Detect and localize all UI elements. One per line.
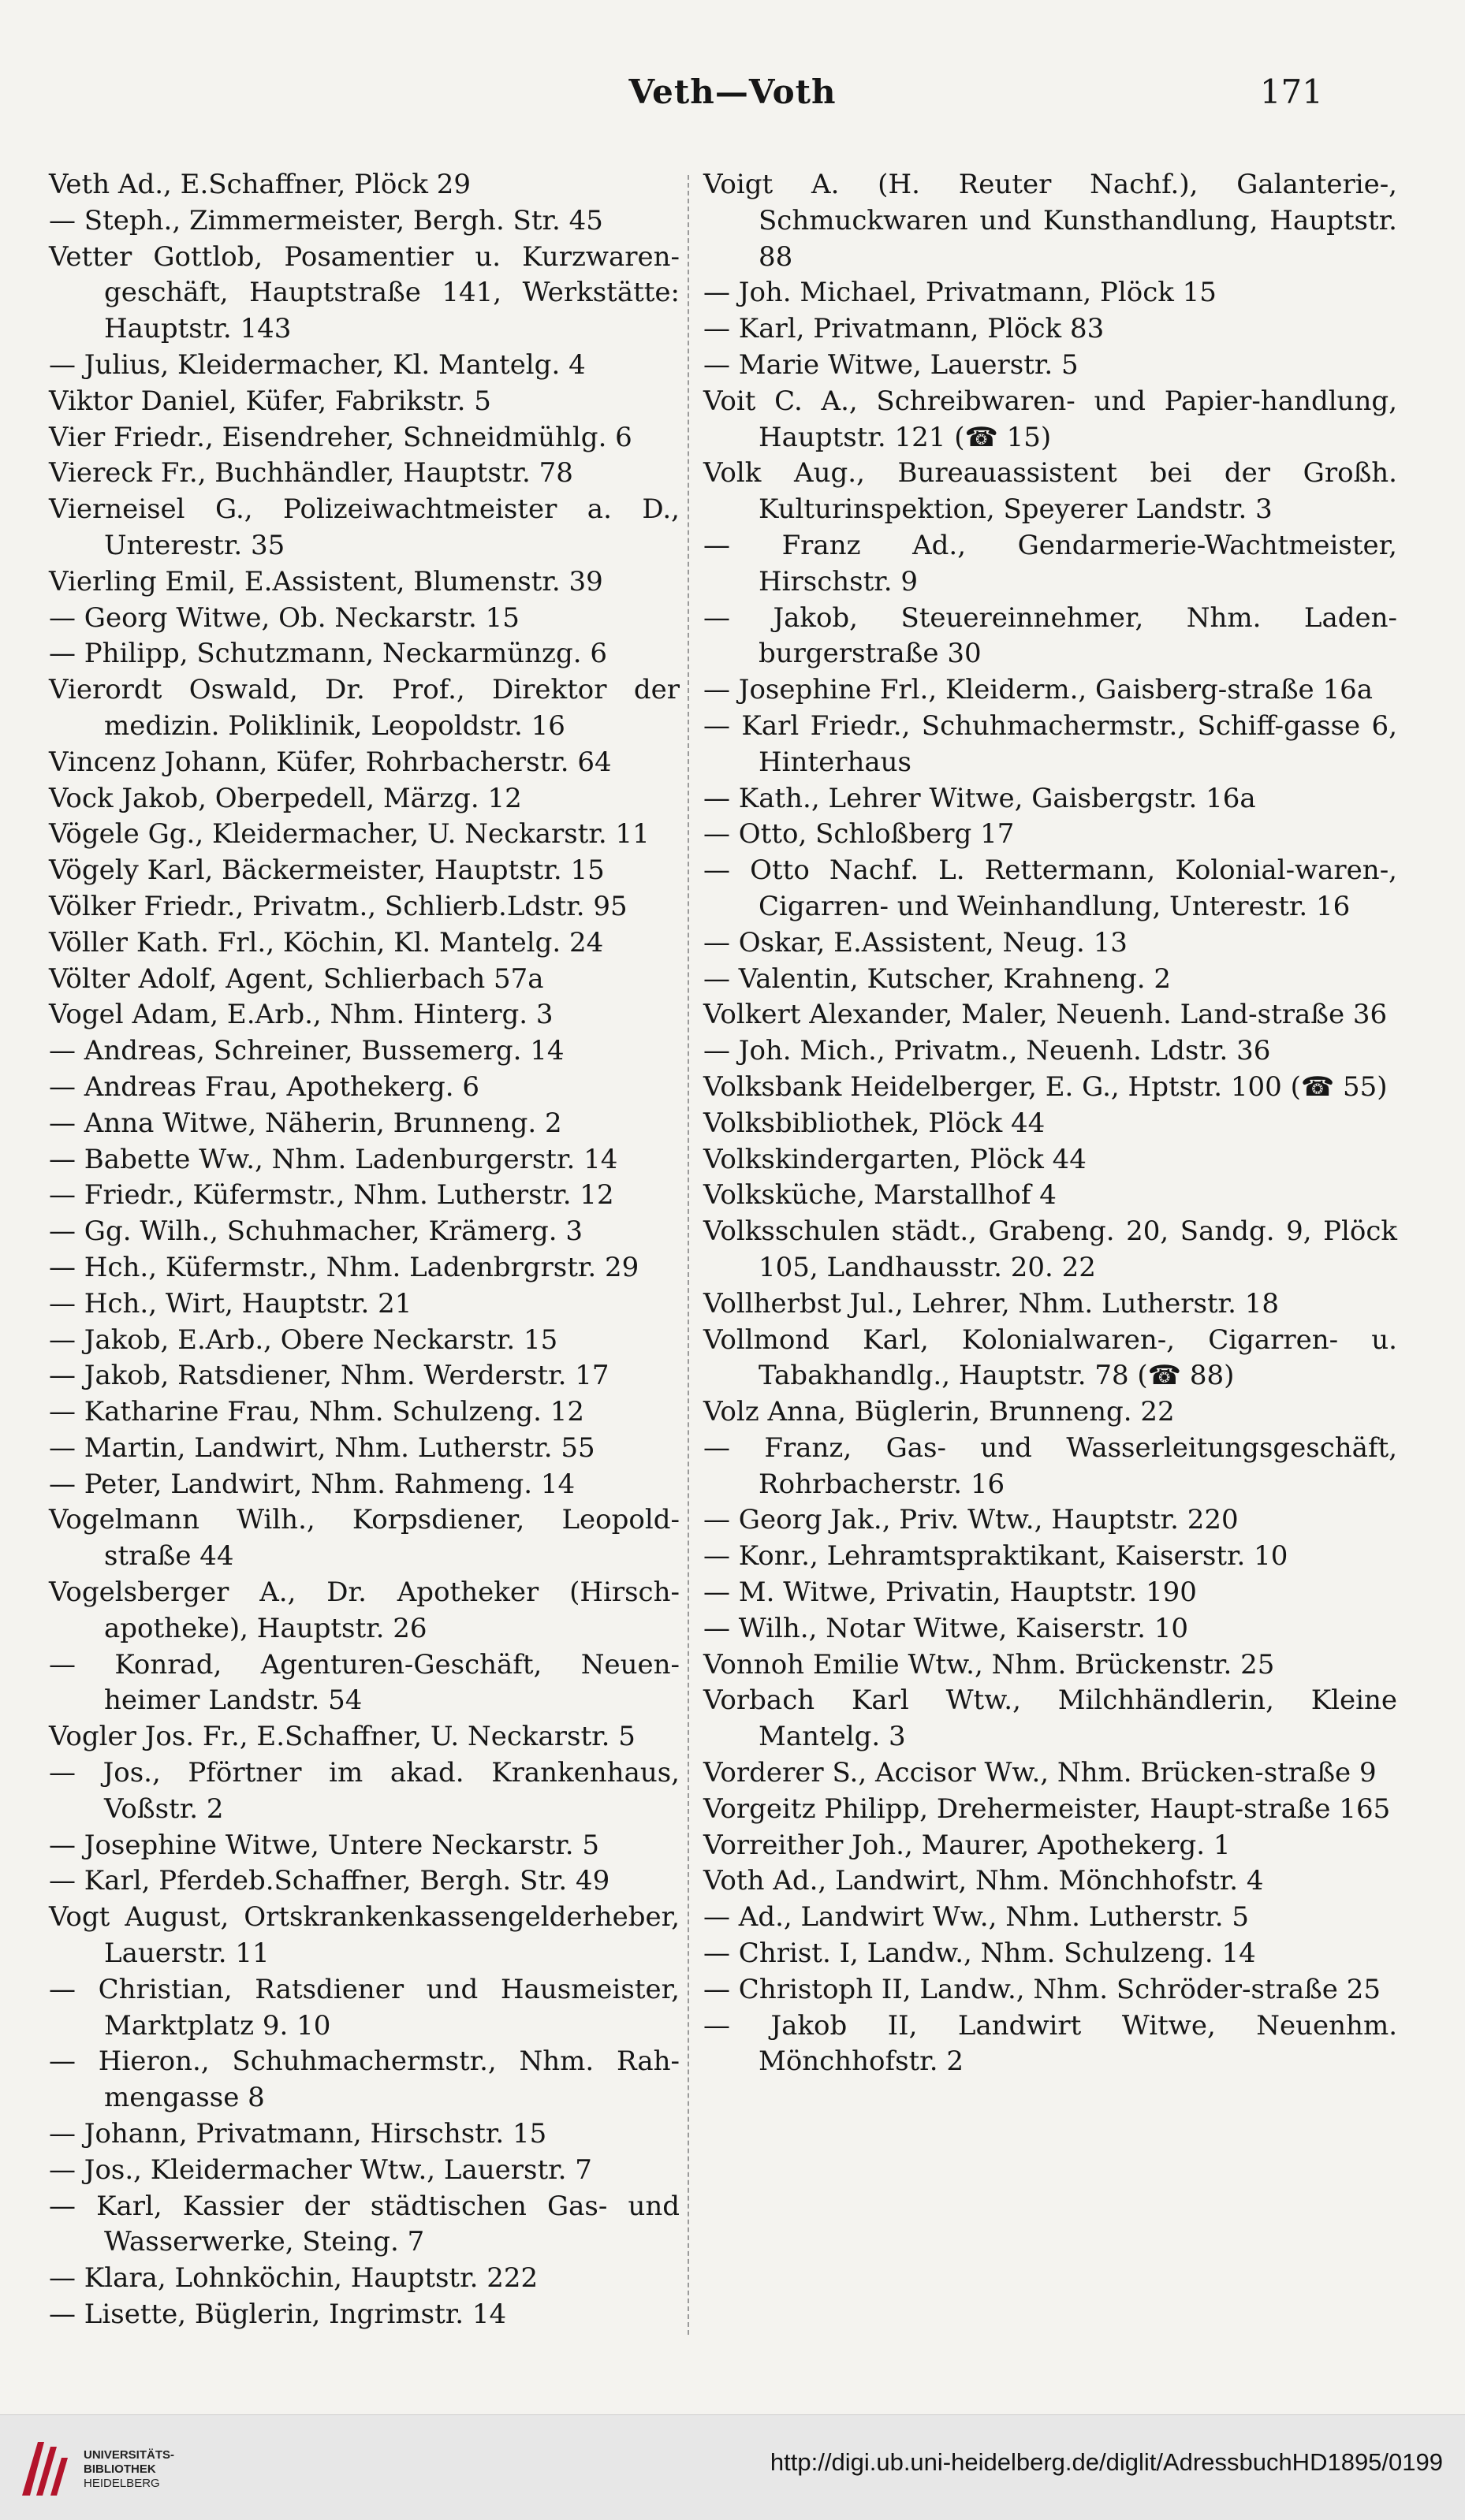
logo-line-2: BIBLIOTHEK xyxy=(84,2462,156,2476)
directory-entry: — Andreas Frau, Apothekerg. 6 xyxy=(49,1070,480,1103)
directory-entry: Viktor Daniel, Küfer, Fabrikstr. 5 xyxy=(49,385,491,417)
directory-entry: — Jos., Pförtner im akad. Krankenhaus, Voßstr. 2 xyxy=(49,1757,680,1825)
directory-entry: Veth Ad., E.Schaffner, Plöck 29 xyxy=(49,169,472,200)
directory-entry: — Josephine Frl., Kleiderm., Gaisberg-straße 16a xyxy=(703,674,1374,706)
directory-entry: — Kath., Lehrer Witwe, Gaisbergstr. 16a xyxy=(703,782,1256,814)
directory-entry: — Anna Witwe, Näherin, Brunneng. 2 xyxy=(49,1107,562,1139)
directory-entry: Völter Adolf, Agent, Schlierbach 57a xyxy=(49,962,544,995)
directory-entry: Volk Aug., Bureauassistent bei der Großh. Kulturinspektion, Speyerer Landstr. 3 xyxy=(703,457,1397,526)
directory-entry: — Hch., Wirt, Hauptstr. 21 xyxy=(49,1287,412,1320)
directory-entry: — Otto, Schloßberg 17 xyxy=(703,818,1015,851)
directory-entry: — Franz Ad., Gendarmerie-Wachtmeister, Hirschstr. 9 xyxy=(703,529,1397,597)
directory-entry: — Georg Witwe, Ob. Neckarstr. 15 xyxy=(49,601,520,634)
directory-entry: Vetter Gottlob, Posamentier u. Kurzwaren-geschäft, Hauptstraße 141, Werkstätte: Hauptstr. 143 xyxy=(49,240,680,345)
directory-entry: Vogelmann Wilh., Korpsdiener, Leopold-straße 44 xyxy=(49,1504,680,1573)
directory-entry: — Joh. Michael, Privatmann, Plöck 15 xyxy=(703,277,1217,309)
directory-entry: — Konrad, Agenturen-Geschäft, Neuen-heimer Landstr. 54 xyxy=(49,1648,680,1717)
directory-entry: Völler Kath. Frl., Köchin, Kl. Mantelg. 24 xyxy=(49,926,604,958)
directory-entry: — Otto Nachf. L. Rettermann, Kolonial-waren-, Cigarren- und Weinhandlung, Unterestr. 16 xyxy=(703,854,1397,922)
directory-entry: — Franz, Gas- und Wasserleitungsgeschäft, Rohrbacherstr. 16 xyxy=(703,1431,1397,1500)
page-number: 171 xyxy=(1259,73,1323,111)
directory-entry: — Andreas, Schreiner, Bussemerg. 14 xyxy=(49,1035,565,1067)
directory-entry: Volksküche, Marstallhof 4 xyxy=(703,1179,1057,1212)
directory-entry: — Philipp, Schutzmann, Neckarmünzg. 6 xyxy=(49,638,607,670)
directory-entry: Volkert Alexander, Maler, Neuenh. Land-straße 36 xyxy=(703,999,1388,1031)
directory-entry: Vonnoh Emilie Wtw., Nhm. Brückenstr. 25 xyxy=(703,1648,1275,1681)
directory-entry: — Valentin, Kutscher, Krahneng. 2 xyxy=(703,962,1172,995)
directory-entry: Voth Ad., Landwirt, Nhm. Mönchhofstr. 4 xyxy=(703,1865,1264,1897)
directory-entry: — Katharine Frau, Nhm. Schulzeng. 12 xyxy=(49,1396,584,1428)
directory-entry: Vogt August, Ortskrankenkassengelderheber, Lauerstr. 11 xyxy=(49,1901,680,1970)
directory-entry: — Steph., Zimmermeister, Bergh. Str. 45 xyxy=(49,204,603,236)
directory-entry: — Karl, Pferdeb.Schaffner, Bergh. Str. 49 xyxy=(49,1865,610,1897)
directory-entry: — Oskar, E.Assistent, Neug. 13 xyxy=(703,926,1128,958)
left-column xyxy=(49,167,680,2343)
directory-entry: — Jakob, E.Arb., Obere Neckarstr. 15 xyxy=(49,1323,558,1356)
directory-entry: — Babette Ww., Nhm. Ladenburgerstr. 14 xyxy=(49,1143,618,1175)
logo-line-1: UNIVERSITÄTS- xyxy=(84,2448,175,2462)
directory-entry: — Jakob II, Landwirt Witwe, Neuenhm. Mönchhofstr. 2 xyxy=(703,2009,1397,2078)
page-header xyxy=(0,73,1465,143)
directory-entry: Vorbach Karl Wtw., Milchhändlerin, Kleine Mantelg. 3 xyxy=(703,1684,1397,1753)
directory-entry: — Julius, Kleidermacher, Kl. Mantelg. 4 xyxy=(49,348,586,381)
right-column xyxy=(703,167,1397,2343)
directory-entry: — M. Witwe, Privatin, Hauptstr. 190 xyxy=(703,1576,1197,1609)
directory-entry: Vierneisel G., Polizeiwachtmeister a. D., Unterestr. 35 xyxy=(49,493,680,561)
directory-entry: — Konr., Lehramtspraktikant, Kaiserstr. 10 xyxy=(703,1540,1288,1573)
directory-entry: Vollmond Karl, Kolonialwaren-, Cigarren- u. Tabakhandlg., Hauptstr. 78 (☎ 88) xyxy=(703,1323,1397,1392)
directory-entry: — Hch., Küfermstr., Nhm. Ladenbrgrstr. 29 xyxy=(49,1251,639,1283)
directory-entry: Vincenz Johann, Küfer, Rohrbacherstr. 64 xyxy=(49,746,612,778)
directory-entry: Vock Jakob, Oberpedell, Märzg. 12 xyxy=(49,782,522,814)
directory-entry: — Jos., Kleidermacher Wtw., Lauerstr. 7 xyxy=(49,2153,592,2186)
directory-entry: Volz Anna, Büglerin, Brunneng. 22 xyxy=(703,1396,1175,1428)
directory-entry: — Peter, Landwirt, Nhm. Rahmeng. 14 xyxy=(49,1468,576,1500)
directory-entry: Vollherbst Jul., Lehrer, Nhm. Lutherstr. 18 xyxy=(703,1287,1279,1320)
directory-entry: Vierling Emil, E.Assistent, Blumenstr. 39 xyxy=(49,565,603,597)
directory-entry: — Gg. Wilh., Schuhmacher, Krämerg. 3 xyxy=(49,1215,583,1248)
directory-entry: Vögely Karl, Bäckermeister, Hauptstr. 15 xyxy=(49,854,605,887)
directory-entry: — Friedr., Küfermstr., Nhm. Lutherstr. 12 xyxy=(49,1179,614,1212)
directory-entry: Vögele Gg., Kleidermacher, U. Neckarstr. 11 xyxy=(49,818,650,851)
library-logo[interactable] xyxy=(16,2429,197,2508)
source-url-link[interactable]: http://digi.ub.uni-heidelberg.de/diglit/AdressbuchHD1895/0199 xyxy=(770,2448,1443,2476)
directory-entry: Volkskindergarten, Plöck 44 xyxy=(703,1143,1087,1175)
directory-entry: Vogelsberger A., Dr. Apotheker (Hirsch-apotheke), Hauptstr. 26 xyxy=(49,1576,680,1644)
directory-entry: Vier Friedr., Eisendreher, Schneidmühlg. 6 xyxy=(49,421,632,453)
directory-entry: Voit C. A., Schreibwaren- und Papier-handlung, Hauptstr. 121 (☎ 15) xyxy=(703,385,1397,453)
directory-entry: — Georg Jak., Priv. Wtw., Hauptstr. 220 xyxy=(703,1504,1239,1536)
directory-entry: — Josephine Witwe, Untere Neckarstr. 5 xyxy=(49,1829,599,1861)
directory-entry: — Klara, Lohnköchin, Hauptstr. 222 xyxy=(49,2262,539,2295)
directory-entry: — Lisette, Büglerin, Ingrimstr. 14 xyxy=(49,2299,507,2331)
directory-entry: Vierordt Oswald, Dr. Prof., Direktor der medizin. Poliklinik, Leopoldstr. 16 xyxy=(49,674,680,742)
directory-entry: — Karl Friedr., Schuhmachermstr., Schiff-gasse 6, Hinterhaus xyxy=(703,709,1397,778)
directory-entry: — Joh. Mich., Privatm., Neuenh. Ldstr. 36 xyxy=(703,1035,1271,1067)
directory-entry: Volksbibliothek, Plöck 44 xyxy=(703,1107,1046,1139)
running-title: Veth—Voth xyxy=(628,73,837,111)
directory-entry: Vorderer S., Accisor Ww., Nhm. Brücken-straße 9 xyxy=(703,1757,1377,1789)
directory-entry: Vogler Jos. Fr., E.Schaffner, U. Neckarstr. 5 xyxy=(49,1721,636,1753)
directory-entry: — Wilh., Notar Witwe, Kaiserstr. 10 xyxy=(703,1612,1189,1644)
footer-bar xyxy=(0,2414,1465,2520)
directory-entry: — Johann, Privatmann, Hirschstr. 15 xyxy=(49,2118,547,2150)
directory-entry: — Karl, Kassier der städtischen Gas- und Wasserwerke, Steing. 7 xyxy=(49,2190,680,2258)
directory-entry: — Christian, Ratsdiener und Hausmeister, Marktplatz 9. 10 xyxy=(49,1973,680,2042)
directory-entry: Vogel Adam, E.Arb., Nhm. Hinterg. 3 xyxy=(49,999,554,1031)
directory-entry: Völker Friedr., Privatm., Schlierb.Ldstr. 95 xyxy=(49,890,628,922)
directory-entry: Volksbank Heidelberger, E. G., Hptstr. 100 (☎ 55) xyxy=(703,1070,1388,1103)
directory-entry: Viereck Fr., Buchhändler, Hauptstr. 78 xyxy=(49,457,573,489)
directory-entry: — Jakob, Ratsdiener, Nhm. Werderstr. 17 xyxy=(49,1360,609,1392)
directory-entry: — Jakob, Steuereinnehmer, Nhm. Laden-burgerstraße 30 xyxy=(703,601,1397,670)
directory-entry: Volksschulen städt., Grabeng. 20, Sandg. 9, Plöck 105, Landhausstr. 20. 22 xyxy=(703,1215,1397,1283)
directory-entry: — Ad., Landwirt Ww., Nhm. Lutherstr. 5 xyxy=(703,1901,1249,1934)
column-divider xyxy=(688,175,689,2335)
library-logo-text xyxy=(84,2448,174,2491)
directory-entry: — Karl, Privatmann, Plöck 83 xyxy=(703,313,1105,345)
directory-entry: — Hieron., Schuhmachermstr., Nhm. Rah-mengasse 8 xyxy=(49,2045,680,2114)
directory-columns xyxy=(49,167,1421,2343)
directory-entry: — Christ. I, Landw., Nhm. Schulzeng. 14 xyxy=(703,1937,1256,1970)
library-logo-icon xyxy=(16,2434,77,2502)
logo-line-3: HEIDELBERG xyxy=(84,2477,160,2490)
directory-entry: — Marie Witwe, Lauerstr. 5 xyxy=(703,348,1079,381)
directory-entry: — Martin, Landwirt, Nhm. Lutherstr. 55 xyxy=(49,1431,595,1464)
directory-entry: — Christoph II, Landw., Nhm. Schröder-straße 25 xyxy=(703,1973,1381,2005)
directory-entry: Vorreither Joh., Maurer, Apothekerg. 1 xyxy=(703,1829,1231,1861)
directory-entry: Vorgeitz Philipp, Drehermeister, Haupt-straße 165 xyxy=(703,1792,1391,1825)
directory-entry: Voigt A. (H. Reuter Nachf.), Galanterie-, Schmuckwaren und Kunsthandlung, Hauptstr. 88 xyxy=(703,169,1397,273)
